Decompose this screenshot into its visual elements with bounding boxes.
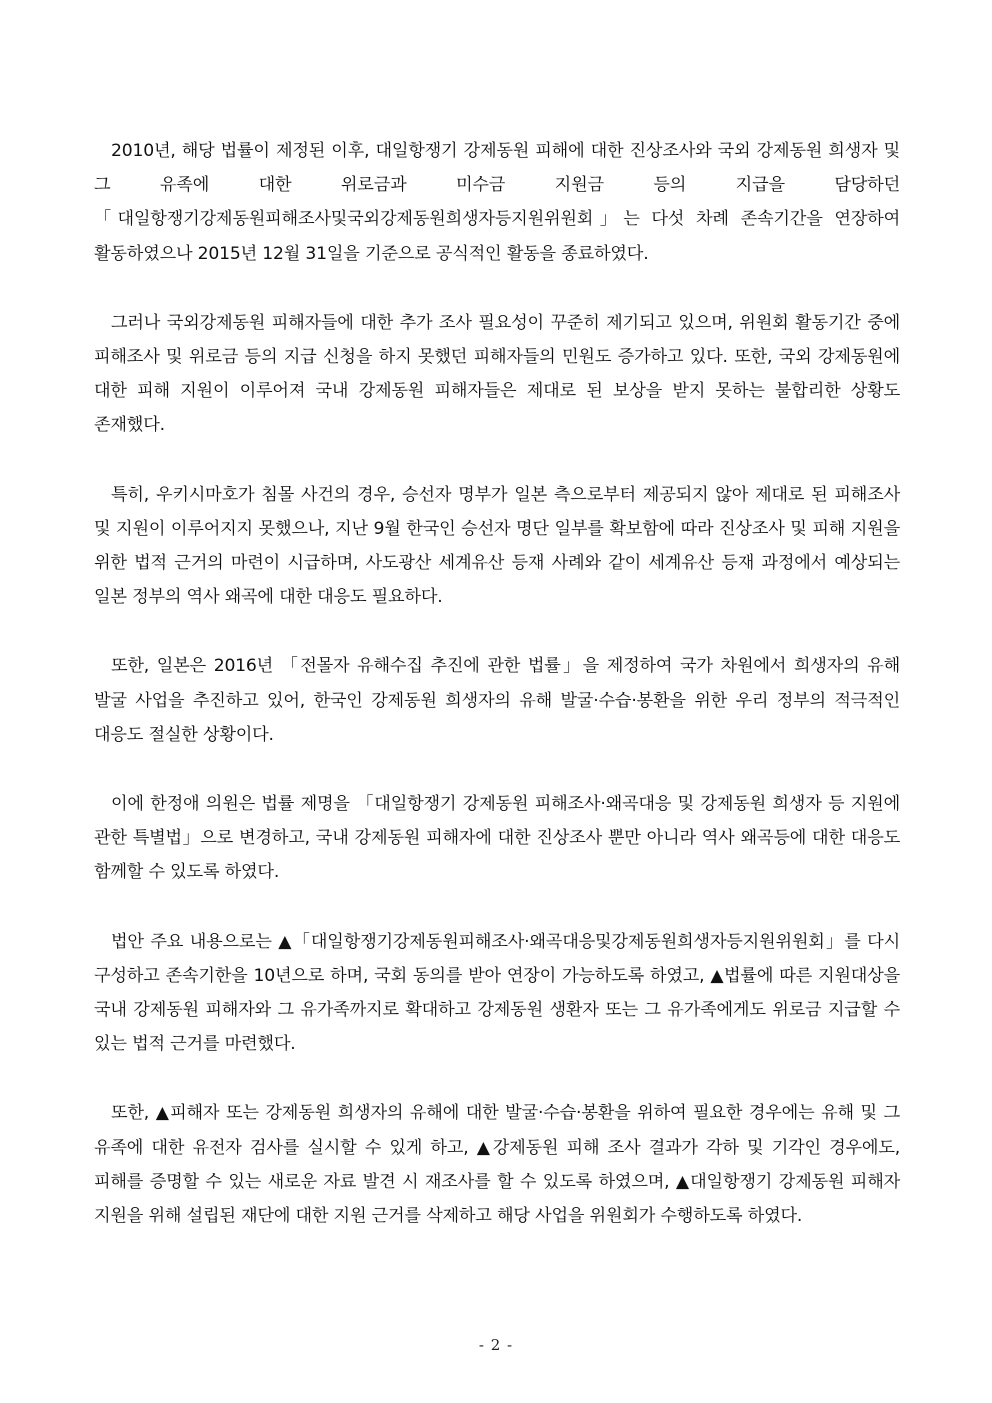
- paragraph-japan-remains-law: 또한, 일본은 2016년 「전몰자 유해수집 추진에 관한 법률」을 제정하여 국가 차원에서 희생자의 유해 발굴 사업을 추진하고 있어, 한국인 강제동원 희생자의 유해 발굴·수습·봉환을 위한 우리 정부의 적극적인 대응도 절실한 상황이다.: [94, 656, 900, 745]
- paragraph-ukishima-case: 특히, 우키시마호가 침몰 사건의 경우, 승선자 명부가 일본 측으로부터 제공되지 않아 제대로 된 피해조사 및 지원이 이루어지지 못했으나, 지난 9월 한국인 승선자 명단 일부를 확보함에 따라 진상조사 및 피해 지원을 위한 법적 근거의 마련이 시급하며, 사도광산 세계유산 등재 사례와 같이 세계유산 등재 과정에서 예상되는 일본 정부의 역사 왜곡에 대한 대응도 필요하다.: [94, 484, 900, 608]
- paragraph-victim-demand: 그러나 국외강제동원 피해자들에 대한 추가 조사 필요성이 꾸준히 제기되고 있으며, 위원회 활동기간 중에 피해조사 및 위로금 등의 지급 신청을 하지 못했던 피해자들의 민원도 증가하고 있다. 또한, 국외 강제동원에 대한 피해 지원이 이루어져 국내 강제동원 피해자들은 제대로 된 보상을 받지 못하는 불합리한 상황도 존재했다.: [94, 312, 900, 436]
- document-body: [94, 134, 900, 1268]
- paragraph-bill-contents: 법안 주요 내용으로는 ▲「대일항쟁기강제동원피해조사·왜곡대응및강제동원희생자등지원위원회」를 다시 구성하고 존속기한을 10년으로 하며, 국회 동의를 받아 연장이 가능하도록 하였고, ▲법률에 따른 지원대상을 국내 강제동원 피해자와 그 유가족까지로 확대하고 강제동원 생환자 또는 그 유가족에게도 위로금 지급할 수 있는 법적 근거를 마련했다.: [94, 931, 900, 1055]
- paragraph-bill-rename: 이에 한정애 의원은 법률 제명을 「대일항쟁기 강제동원 피해조사·왜곡대응 및 강제동원 희생자 등 지원에 관한 특별법」으로 변경하고, 국내 강제동원 피해자에 대한 진상조사 뿐만 아니라 역사 왜곡등에 대한 대응도 함께할 수 있도록 하였다.: [94, 794, 900, 883]
- paragraph-bill-additional: 또한, ▲피해자 또는 강제동원 희생자의 유해에 대한 발굴·수습·봉환을 위하여 필요한 경우에는 유해 및 그 유족에 대한 유전자 검사를 실시할 수 있게 하고, ▲강제동원 피해 조사 결과가 각하 및 기각인 경우에도, 피해를 증명할 수 있는 새로운 자료 발견 시 재조사를 할 수 있도록 하였으며, ▲대일항쟁기 강제동원 피해자 지원을 위해 설립된 재단에 대한 지원 근거를 삭제하고 해당 사업을 위원회가 수행하도록 하였다.: [94, 1103, 900, 1227]
- page-number: - 2 -: [478, 1336, 514, 1354]
- paragraph-committee-history: 2010년, 해당 법률이 제정된 이후, 대일항쟁기 강제동원 피해에 대한 진상조사와 국외 강제동원 희생자 및 그 유족에 대한 위로금과 미수금 지원금 등의 지급을 담당하던 「대일항쟁기강제동원피해조사및국외강제동원희생자등지원위원회」는 다섯 차례 존속기간을 연장하여 활동하였으나 2015년 12월 31일을 기준으로 공식적인 활동을 종료하였다.: [94, 141, 900, 264]
